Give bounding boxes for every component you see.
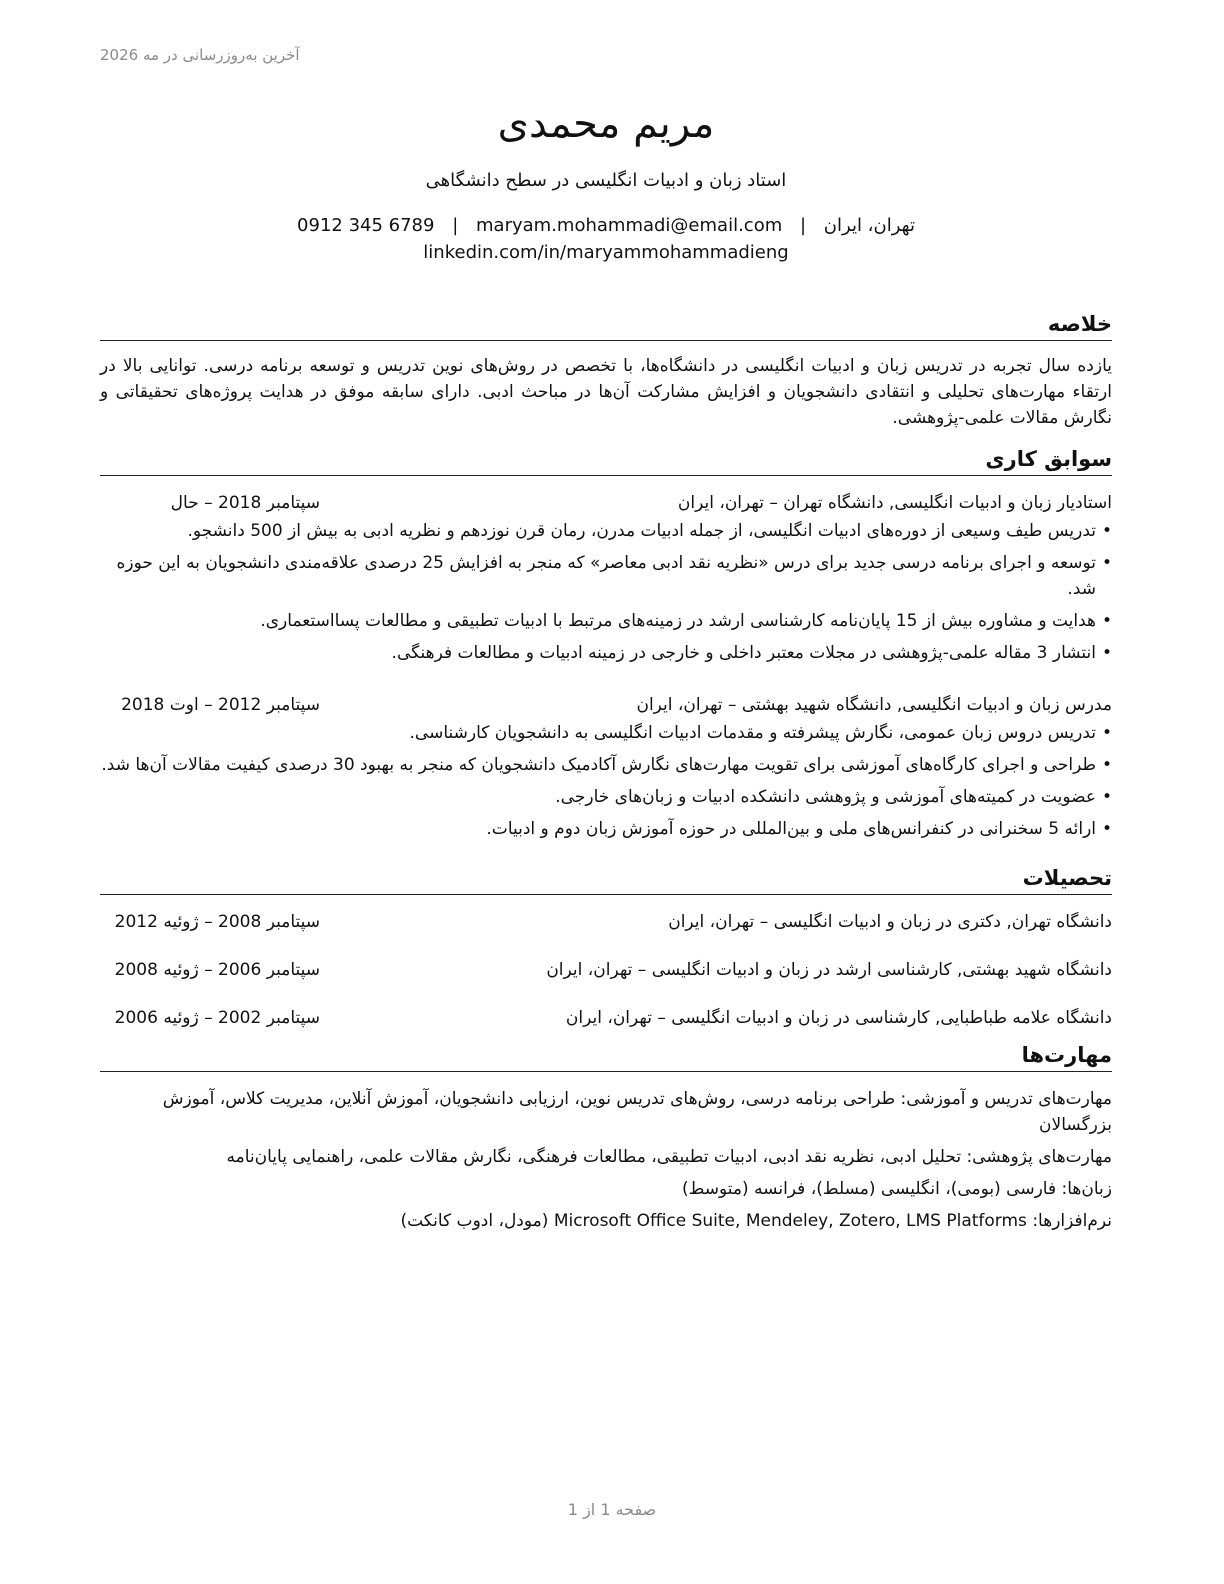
bullet-icon: • xyxy=(1101,553,1112,573)
education-entry xyxy=(100,909,1112,935)
education-dates: سپتامبر 2008 – ژوئیه 2012 xyxy=(114,912,320,932)
job-dates: سپتامبر 2012 – اوت 2018 xyxy=(121,695,320,715)
skill-line: مهارت‌های تدریس و آموزشی: طراحی برنامه درسی، روش‌های تدریس نوین، ارزیابی دانشجویان، آموزش آنلاین، مدیریت کلاس، آموزش بزرگسالان xyxy=(162,1089,1112,1135)
list-item: • تدریس دروس زبان عمومی، نگارش پیشرفته و مقدمات ادبیات انگلیسی به دانشجویان کارشناسی. xyxy=(100,720,1112,746)
education-entry xyxy=(100,957,1112,983)
summary-heading: خلاصه xyxy=(100,310,1112,341)
job-header xyxy=(100,490,1112,516)
list-item: • تدریس طیف وسیعی از دوره‌های ادبیات انگلیسی، از جمله ادبیات مدرن، رمان قرن نوزدهم و نظریه ادبی به بیش از 500 دانشجو. xyxy=(100,518,1112,544)
resume-body xyxy=(100,310,1112,1234)
job-title: مدرس زبان و ادبیات انگلیسی, دانشگاه شهید بهشتی – تهران، ایران xyxy=(636,695,1112,715)
education-dates: سپتامبر 2006 – ژوئیه 2008 xyxy=(114,960,320,980)
bullet-icon: • xyxy=(1101,643,1112,663)
skill-line: نرم‌افزارها: Microsoft Office Suite, Mendeley, Zotero, LMS Platforms (مودل، ادوب کانکت) xyxy=(400,1211,1112,1231)
list-item: • انتشار 3 مقاله علمی-پژوهشی در مجلات معتبر داخلی و خارجی در زمینه ادبیات و مطالعات فرهنگی. xyxy=(100,640,1112,666)
job-header xyxy=(100,692,1112,718)
contact-separator: | xyxy=(452,215,459,236)
bullet-icon: • xyxy=(1101,723,1112,743)
contact-line xyxy=(100,215,1112,236)
page-number: صفحه 1 از 1 xyxy=(567,1500,657,1519)
resume-header xyxy=(100,96,1112,263)
education-dates: سپتامبر 2002 – ژوئیه 2006 xyxy=(114,1008,320,1028)
job-title: استادیار زبان و ادبیات انگلیسی, دانشگاه تهران – تهران، ایران xyxy=(677,493,1112,513)
job-dates: سپتامبر 2018 – حال xyxy=(170,493,320,513)
skill-line: زبان‌ها: فارسی (بومی)، انگلیسی (مسلط)، فرانسه (متوسط) xyxy=(682,1179,1112,1199)
job-bullets xyxy=(100,720,1112,842)
education-degree: دانشگاه علامه طباطبایی, کارشناسی در زبان و ادبیات انگلیسی – تهران، ایران xyxy=(565,1008,1112,1028)
email-link[interactable]: maryam.mohammadi@email.com xyxy=(476,215,783,236)
education-heading: تحصیلات xyxy=(100,864,1112,895)
list-item: • عضویت در کمیته‌های آموزشی و پژوهشی دانشکده ادبیات و زبان‌های خارجی. xyxy=(100,784,1112,810)
job-bullets xyxy=(100,518,1112,666)
experience-heading: سوابق کاری xyxy=(100,445,1112,476)
list-item: • توسعه و اجرای برنامه درسی جدید برای درس «نظریه نقد ادبی معاصر» که منجر به افزایش 25 درصدی علاقه‌مندی دانشجویان به این حوزه شد. xyxy=(100,550,1112,602)
location: تهران، ایران xyxy=(823,215,915,236)
education-entry xyxy=(100,1005,1112,1031)
person-name: مریم محمدی xyxy=(497,101,715,147)
contact-separator: | xyxy=(799,215,807,236)
list-item: • طراحی و اجرای کارگاه‌های آموزشی برای تقویت مهارت‌های نگارش آکادمیک دانشجویان که منجر به بهبود 30 درصدی کیفیت مقالات آن‌ها شد. xyxy=(100,752,1112,778)
job-entry xyxy=(100,692,1112,842)
education-degree: دانشگاه شهید بهشتی, کارشناسی ارشد در زبان و ادبیات انگلیسی – تهران، ایران xyxy=(546,960,1112,980)
bullet-icon: • xyxy=(1101,819,1112,839)
bullet-icon: • xyxy=(1101,521,1112,541)
skills-heading: مهارت‌ها xyxy=(100,1041,1112,1072)
linkedin-link[interactable]: linkedin.com/in/maryammohammadieng xyxy=(423,242,789,263)
bullet-icon: • xyxy=(1101,787,1112,807)
list-item: • ارائه 5 سخنرانی در کنفرانس‌های ملی و بین‌المللی در حوزه آموزش زبان دوم و ادبیات. xyxy=(100,816,1112,842)
list-item: • هدایت و مشاوره بیش از 15 پایان‌نامه کارشناسی ارشد در زمینه‌های مرتبط با ادبیات تطبیقی و مطالعات پسااستعماری. xyxy=(100,608,1112,634)
summary-text: یازده سال تجربه در تدریس زبان و ادبیات انگلیسی در دانشگاه‌ها، با تخصص در روش‌های نوین تدریس و توسعه برنامه درسی. توانایی بالا در ارتقاء مهارت‌های تحلیلی و انتقادی دانشجویان و افزایش مشارکت آن‌ها در مباحث ادبی. دارای سابقه موفق در هدایت پروژه‌های تحقیقاتی و نگارش مقالات علمی-پژوهشی. xyxy=(100,356,1112,428)
phone-number: 0912 345 6789 xyxy=(297,215,435,236)
skill-line: مهارت‌های پژوهشی: تحلیل ادبی، نظریه نقد ادبی، ادبیات تطبیقی، مطالعات فرهنگی، نگارش مقالات علمی، راهنمایی پایان‌نامه xyxy=(226,1147,1112,1167)
last-updated-note: آخرین به‌روزرسانی در مه 2026 xyxy=(100,46,300,64)
education-degree: دانشگاه تهران, دکتری در زبان و ادبیات انگلیسی – تهران، ایران xyxy=(668,912,1112,932)
bullet-icon: • xyxy=(1101,755,1112,775)
job-entry xyxy=(100,490,1112,666)
professional-title: استاد زبان و ادبیات انگلیسی در سطح دانشگاهی xyxy=(425,170,787,191)
bullet-icon: • xyxy=(1101,611,1112,631)
